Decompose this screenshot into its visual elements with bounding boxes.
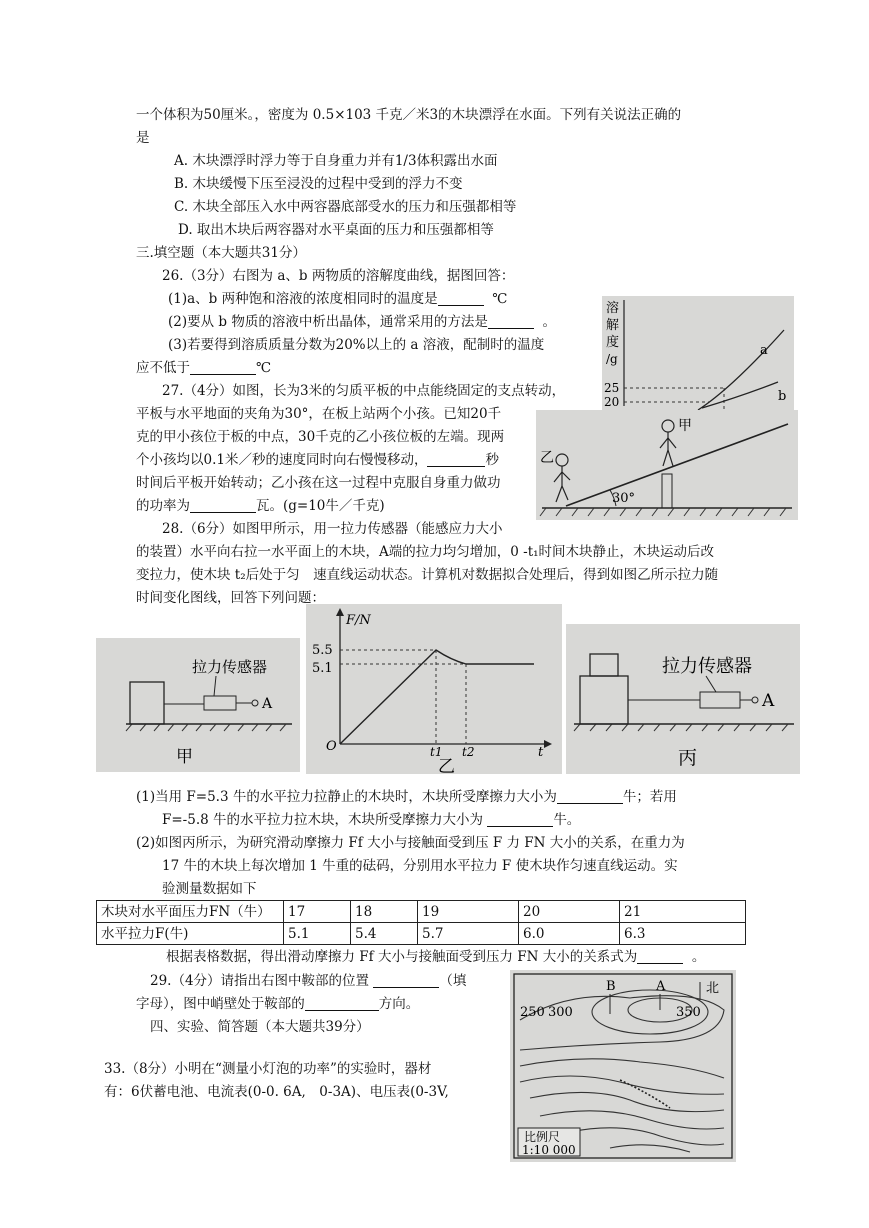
bing-ground-hatch xyxy=(574,724,788,731)
q27-line1: 27.（4分）如图，长为3米的匀质平板的中点能绕固定的支点转动， xyxy=(162,383,566,399)
q25-stem-line1: 一个体积为50厘米。，密度为 0.5×103 千克／米3的木块漂浮在水面。下列有关说法正确的 xyxy=(136,107,682,123)
yi-t-label: t xyxy=(538,745,544,760)
q28-sub1-a-text: (1)当用 F=5.3 牛的水平拉力拉静止的木块时，木块所受摩擦力大小为 xyxy=(136,789,557,805)
q28-sub1-a-end: 牛；若用 xyxy=(622,789,677,805)
map-contour-300: 300 xyxy=(548,1005,573,1020)
q28-sub1-line1 xyxy=(136,788,677,806)
map-north-label: 北 xyxy=(706,981,720,996)
table-cell: 6.0 xyxy=(519,923,620,945)
q27-line4-end: 秒 xyxy=(485,452,499,468)
q27-line6-text: 的功率为 xyxy=(136,498,190,514)
bing-wood-block xyxy=(580,676,628,724)
q28-after-table xyxy=(166,948,705,966)
q28-blank2[interactable] xyxy=(487,812,553,827)
q26-part2-end: 。 xyxy=(542,314,556,330)
table-cell: 水平拉力F(牛) xyxy=(97,923,284,945)
q28-after-table-end: 。 xyxy=(691,949,706,965)
table-cell: 19 xyxy=(418,901,519,923)
q28-blank3[interactable] xyxy=(637,949,683,964)
table-cell: 21 xyxy=(620,901,746,923)
yi-y-arrow xyxy=(336,608,344,616)
q26-part1 xyxy=(168,290,507,308)
solubility-ylabel-2: 解 xyxy=(606,318,620,333)
child-jia-figure xyxy=(660,420,676,466)
q33-line2: 有：6伏蓄电池、电流表(0-0. 6A, 0-3A)、电压表(0-3V, xyxy=(104,1084,449,1100)
yi-origin: O xyxy=(326,739,337,754)
q28-sub2-line2: 17 牛的木块上每次增加 1 牛重的砝码，分别用水平拉力 F 使木块作匀速直线运动。实 xyxy=(162,858,678,874)
q27-line3: 克的甲小孩位于板的中点，30千克的乙小孩位板的左端。现两 xyxy=(136,429,505,445)
yi-t1-label: t1 xyxy=(430,745,443,759)
jia-sensor-body xyxy=(204,696,236,710)
q29-line2-text: 字母），图中峭壁处于鞍部的 xyxy=(136,996,305,1012)
solubility-tick-20: 20 xyxy=(604,395,620,409)
seesaw-label-yi: 乙 xyxy=(540,450,554,466)
q26-blank2[interactable] xyxy=(488,314,534,329)
jia-caption: 甲 xyxy=(176,747,193,767)
map-point-a: A xyxy=(656,979,666,994)
q27-line4 xyxy=(136,451,499,469)
table-cell: 5.1 xyxy=(284,923,351,945)
bing-point-a xyxy=(752,697,758,703)
seesaw-label-jia: 甲 xyxy=(678,418,692,434)
solubility-tick-25: 25 xyxy=(604,381,620,395)
q26-head: 26.（3分）右图为 a、b 两物质的溶解度曲线，据图回答： xyxy=(162,268,515,284)
bing-sensor-label: 拉力传感器 xyxy=(662,656,752,677)
q29-line1-end: （填 xyxy=(439,973,467,989)
child-yi-figure xyxy=(554,454,570,502)
q29-line2 xyxy=(136,995,419,1013)
solubility-label-b: b xyxy=(778,389,787,404)
jia-label-a: A xyxy=(262,696,273,712)
q28-sub2-line3: 验测量数据如下 xyxy=(162,881,257,897)
q28-blank1[interactable] xyxy=(557,789,623,804)
bing-caption: 丙 xyxy=(678,747,698,769)
table-row xyxy=(97,923,746,945)
q27-blank1[interactable] xyxy=(427,452,485,467)
map-cliff-marks xyxy=(620,1080,670,1108)
q29-line1-text: 29.（4分）请指出右图中鞍部的位置 xyxy=(150,973,370,989)
jia-ground-hatch xyxy=(126,724,286,731)
solubility-ylabel-1: 溶 xyxy=(606,301,620,316)
table-cell: 20 xyxy=(519,901,620,923)
q25-option-d: D. 取出木块后两容器对水平桌面的压力和压强都相等 xyxy=(178,222,494,238)
solubility-yunit: /g xyxy=(606,352,618,366)
map-scale-value: 1:10 000 xyxy=(522,1143,576,1157)
q26-part3: (3)若要得到溶质质量分数为20%以上的 a 溶液，配制时的温度 xyxy=(168,337,545,353)
q28-sub1-b-text: F=-5.8 牛的水平拉力拉木块，木块所受摩擦力大小为 xyxy=(162,812,484,828)
solubility-curve-figure xyxy=(602,296,794,410)
q29-line2-end: 方向。 xyxy=(378,996,420,1012)
seesaw-figure xyxy=(536,410,798,520)
q33-line1: 33.（8分）小明在“测量小灯泡的功率”的实验时，器材 xyxy=(104,1061,432,1077)
q27-line2: 平板与水平地面的夹角为30°，在板上站两个小孩。已知20千 xyxy=(136,406,502,422)
table-cell: 17 xyxy=(284,901,351,923)
figure-jia xyxy=(96,638,300,772)
figure-bing xyxy=(566,624,800,774)
yi-x-arrow xyxy=(544,740,552,748)
yi-tick-51: 5.1 xyxy=(312,661,333,676)
table-cell: 5.7 xyxy=(418,923,519,945)
map-contour-250: 250 xyxy=(520,1005,545,1020)
q28-sub1-b-end: 牛。 xyxy=(553,812,581,828)
q28-sub2-line1: (2)如图丙所示，为研究滑动摩擦力 Ff 大小与接触面受到压 F 力 FN 大小的关系，在重力为 xyxy=(136,835,685,851)
q28-data-table xyxy=(96,900,746,945)
table-cell: 木块对水平面压力FN（牛） xyxy=(97,901,284,923)
figure-yi-force-graph xyxy=(306,604,562,774)
q28-sub1-line2 xyxy=(162,811,580,829)
q29-blank1[interactable] xyxy=(373,973,439,988)
q26-part3b-text: 应不低于 xyxy=(136,360,190,376)
q26-part3b xyxy=(136,359,271,377)
q26-blank1[interactable] xyxy=(438,291,484,306)
solubility-ylabel-3: 度 xyxy=(606,335,620,350)
section3-title: 三.填空题（本大题共31分） xyxy=(136,245,306,261)
table-row xyxy=(97,901,746,923)
table-cell: 6.3 xyxy=(620,923,746,945)
q28-after-table-text: 根据表格数据，得出滑动摩擦力 Ff 大小与接触面受到压力 FN 大小的关系式为 xyxy=(166,949,638,965)
q29-blank2[interactable] xyxy=(305,996,379,1011)
yi-tick-55: 5.5 xyxy=(312,643,333,658)
q27-line4-text: 个小孩均以0.1米／秒的速度同时向右慢慢移动， xyxy=(136,452,428,468)
q28-line2: 的装置）水平向右拉一水平面上的木块，A端的拉力均匀增加，0 -t₁时间木块静止，木块运动后改 xyxy=(136,544,715,560)
yi-ylabel: F/N xyxy=(346,613,371,628)
seesaw-plank xyxy=(566,424,788,506)
solubility-curve-b xyxy=(702,382,778,408)
jia-sensor-label: 拉力传感器 xyxy=(192,658,268,676)
map-point-b: B xyxy=(606,979,616,994)
seesaw-ground-hatch xyxy=(540,508,786,516)
jia-sensor-pointer xyxy=(214,676,216,696)
q25-option-a: A. 木块漂浮时浮力等于自身重力并有1/3体积露出水面 xyxy=(174,153,498,169)
table-cell: 5.4 xyxy=(351,923,418,945)
q28-line4: 时间变化图线，回答下列问题： xyxy=(136,590,325,606)
bing-weight xyxy=(590,654,618,676)
q28-line3: 变拉力，使木块 t₂后处于匀 速直线运动状态。计算机对数据拟合处理后，得到如图乙所示拉力随 xyxy=(136,567,719,583)
q26-part1-unit: ℃ xyxy=(492,291,508,307)
section4-title: 四、实验、简答题（本大题共39分） xyxy=(150,1019,370,1035)
q25-stem-line2: 是 xyxy=(136,130,150,146)
map-scale-title: 比例尺 xyxy=(524,1130,561,1144)
solubility-curve-a xyxy=(698,330,787,410)
solubility-label-a: a xyxy=(760,343,768,358)
q26-blank3[interactable] xyxy=(190,360,256,375)
q26-part2 xyxy=(168,313,556,331)
q29-line1 xyxy=(150,972,466,990)
q28-line1: 28.（6分）如图甲所示，用一拉力传感器（能感应力大小 xyxy=(162,521,503,537)
bing-label-a: A xyxy=(762,691,775,711)
table-cell: 18 xyxy=(351,901,418,923)
seesaw-pivot xyxy=(662,474,672,508)
q27-line6 xyxy=(136,497,385,515)
q25-option-c: C. 木块全部压入水中两容器底部受水的压力和压强都相等 xyxy=(174,199,517,215)
bing-sensor-body xyxy=(700,692,740,708)
q26-part2-text: (2)要从 b 物质的溶液中析出晶体，通常采用的方法是 xyxy=(168,314,488,330)
map-contour-350: 350 xyxy=(676,1005,701,1020)
q26-part1-text: (1)a、b 两种饱和溶液的浓度相同时的温度是 xyxy=(168,291,438,307)
jia-wood-block xyxy=(130,682,164,724)
yi-caption: 乙 xyxy=(438,757,455,774)
bing-sensor-pointer xyxy=(706,676,716,692)
jia-point-a xyxy=(252,700,258,706)
contour-map-figure xyxy=(510,970,736,1162)
q27-line5: 时间后平板开始转动；乙小孩在这一过程中克服自身重力做功 xyxy=(136,475,501,491)
seesaw-angle-label: 30° xyxy=(612,491,636,506)
yi-t2-label: t2 xyxy=(462,745,475,759)
q27-blank2[interactable] xyxy=(190,498,256,513)
q27-line6-end: 瓦。(g=10牛／千克) xyxy=(256,498,385,514)
q26-part3-unit: ℃ xyxy=(256,360,272,376)
q25-option-b: B. 木块缓慢下压至浸没的过程中受到的浮力不变 xyxy=(174,176,463,192)
